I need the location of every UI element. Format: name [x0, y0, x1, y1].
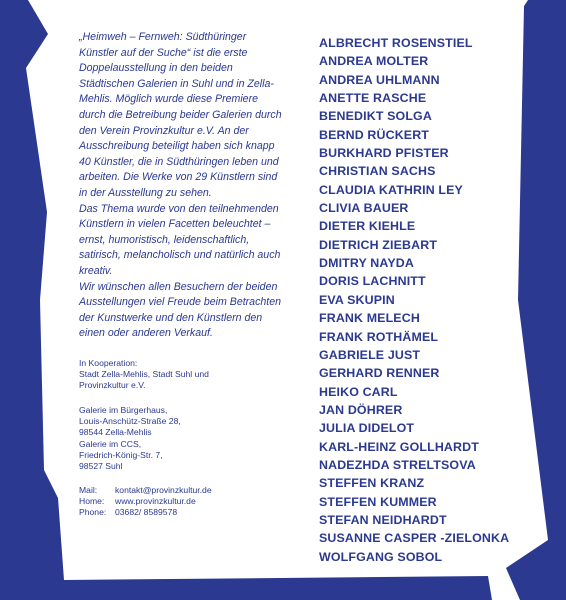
artist-name: BERND RÜCKERT: [319, 127, 430, 142]
contact-label: Phone:: [79, 507, 107, 518]
intro-text: [79, 30, 284, 342]
gallery-line: Galerie im CCS,: [79, 438, 142, 449]
contact-phone-number: 03682/ 8589578: [115, 507, 178, 518]
contact-email-link[interactable]: kontakt@provinzkultur.de: [115, 484, 212, 495]
intro-paragraph: „Heimweh – Fernweh: Südthüringer Künstler auf der Suche“ ist die erste Doppelausstellung in den beiden Städtischen Galerien in Suhl und in Zella-Mehlis. Möglich wurde diese Premiere durch die Betreibung beider Galerien durch den Verein Provinzkultur e.V. An der Ausschreibung beteiligt haben sich knapp 40 Künstler, die in Südthüringen leben und arbeiten. Die Werke von 29 Künstlern sind in der Ausstellung zu sehen.: [79, 31, 282, 199]
artist-name: DMITRY NAYDA: [319, 256, 414, 271]
artist-name: ALBRECHT ROSENSTIEL: [319, 36, 473, 50]
gallery-line: 98527 Suhl: [79, 461, 123, 472]
artist-name: CHRISTIAN SACHS: [319, 164, 436, 179]
contact-phone: [79, 507, 284, 518]
artist-name: STEFFEN KUMMER: [319, 494, 437, 509]
gallery-line: Louis-Anschütz-Straße 28,: [79, 416, 181, 427]
contact-label: Mail:: [79, 484, 98, 495]
artist-name: ANDREA MOLTER: [319, 54, 429, 69]
gallery-line: Friedrich-König-Str. 7,: [79, 449, 163, 460]
artist-name: ANDREA UHLMANN: [319, 72, 440, 87]
artist-name: STEFAN NEIDHARDT: [319, 512, 447, 527]
artist-name: JAN DÖHRER: [319, 402, 403, 417]
artist-name: FRANK MELECH: [319, 311, 420, 326]
contact-mail: [79, 485, 284, 496]
cooperation-line: Stadt Zella-Mehlis, Stadt Suhl und: [79, 369, 209, 380]
artist-name: JULIA DIDELOT: [319, 421, 415, 436]
artist-name: DIETER KIEHLE: [319, 219, 416, 234]
gallery-line: 98544 Zella-Mehlis: [79, 427, 152, 438]
artist-name: GABRIELE JUST: [319, 347, 421, 362]
artist-name: DORIS LACHNITT: [319, 274, 426, 289]
contact-block: [79, 485, 284, 519]
artist-name: BURKHARD PFISTER: [319, 146, 449, 161]
contact-label: Home:: [79, 495, 105, 506]
artist-name: DIETRICH ZIEBART: [319, 237, 438, 252]
artist-name: HEIKO CARL: [319, 384, 398, 399]
artist-list: [319, 34, 509, 566]
cooperation-block: [79, 358, 284, 392]
cooperation-line: In Kooperation:: [79, 357, 138, 368]
contact-home: [79, 496, 284, 507]
artist-name: EVA SKUPIN: [319, 292, 395, 307]
artist-name: NADEZHDA STRELTSOVA: [319, 457, 476, 472]
artist-name: KARL-HEINZ GOLLHARDT: [319, 439, 479, 454]
artist-name: SUSANNE CASPER -ZIELONKA: [319, 531, 510, 546]
artist-name: BENEDIKT SOLGA: [319, 109, 432, 124]
gallery-addresses: [79, 405, 284, 473]
artist-name: STEFFEN KRANZ: [319, 476, 425, 491]
artist-name: GERHARD RENNER: [319, 366, 440, 381]
cooperation-line: Provinzkultur e.V.: [79, 380, 146, 391]
artist-name: FRANK ROTHÄMEL: [319, 329, 439, 344]
artist-name: CLAUDIA KATHRIN LEY: [319, 182, 463, 197]
contact-website-link[interactable]: www.provinzkultur.de: [115, 495, 196, 506]
intro-paragraph: Das Thema wurde von den teilnehmenden Künstlern in vielen Facetten beleuchtet – ernst, humoristisch, leidenschaftlich, satirisch, melancholisch und natürlich auch kreativ.: [79, 202, 281, 277]
artist-name: WOLFGANG SOBOL: [319, 549, 443, 564]
gallery-line: Galerie im Bürgerhaus,: [79, 404, 168, 415]
intro-paragraph: Wir wünschen allen Besuchern der beiden Ausstellungen viel Freude beim Betrachten der Kunstwerke und den Künstlern den einen oder anderen Verkauf.: [79, 280, 281, 340]
artist-name: ANETTE RASCHE: [319, 91, 427, 106]
artist-name: CLIVIA BAUER: [319, 201, 409, 216]
info-column: [79, 30, 284, 518]
